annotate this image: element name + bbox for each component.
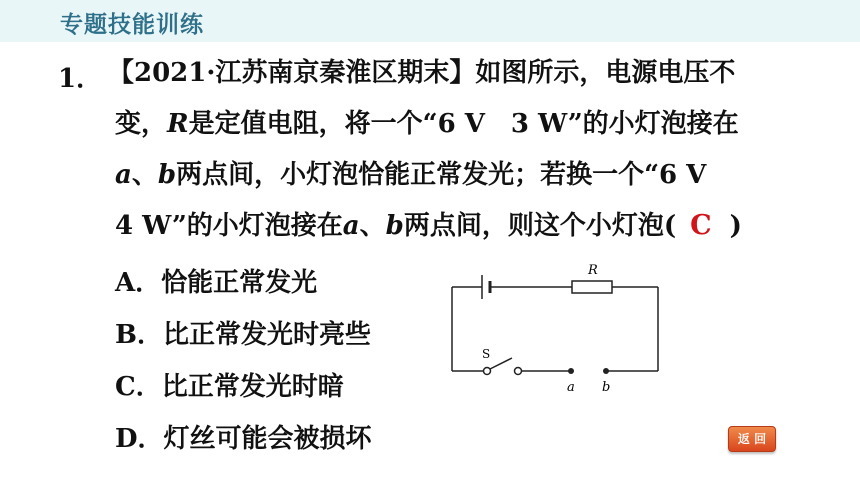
question-line-1 [108,58,735,88]
option-a: A．恰能正常发光 [115,268,318,298]
variable-a: a [342,211,360,241]
terminal-a [568,368,574,374]
question-number: 1． [58,64,103,94]
question-text: 4 W”的小灯泡接在 [115,211,343,241]
question-line-4 [115,211,742,241]
switch-blade [490,358,512,369]
question-text: 、 [359,211,386,241]
question-text: 、 [131,160,158,190]
question-text: 【2021·江苏南京秦淮区期末】如图所示，电源电压不 [108,58,736,88]
question-text: 是定值电阻，将一个“6 V 3 W”的小灯泡接在 [188,109,739,139]
question-line-2 [115,109,739,139]
switch-terminal [484,368,491,375]
variable-R: R [167,109,189,139]
switch-label: S [482,347,491,361]
terminal-b [603,368,609,374]
option-d: D．灯丝可能会被损坏 [115,424,372,454]
option-c: C．比正常发光时暗 [115,372,344,402]
header-bar [0,0,860,42]
back-button[interactable]: 返 回 [728,426,776,452]
point-a-label: a [567,380,575,395]
point-b-label: b [602,380,611,395]
question-text: 两点间，小灯泡恰能正常发光；若换一个“6 V [176,160,707,190]
variable-a: a [115,160,132,190]
variable-b: b [157,160,177,190]
question-text: ) [729,211,742,241]
question-line-3 [115,160,706,190]
variable-b: b [385,211,404,241]
resistor-label: R [588,263,598,278]
answer-letter: C [690,210,712,241]
question-text: 变， [115,109,168,139]
question-text: 两点间，则这个小灯泡( [403,211,677,241]
switch-terminal [515,368,522,375]
resistor [572,281,612,293]
circuit-diagram [440,255,670,400]
section-title: 专题技能训练 [60,12,204,38]
option-b: B．比正常发光时亮些 [115,320,371,350]
